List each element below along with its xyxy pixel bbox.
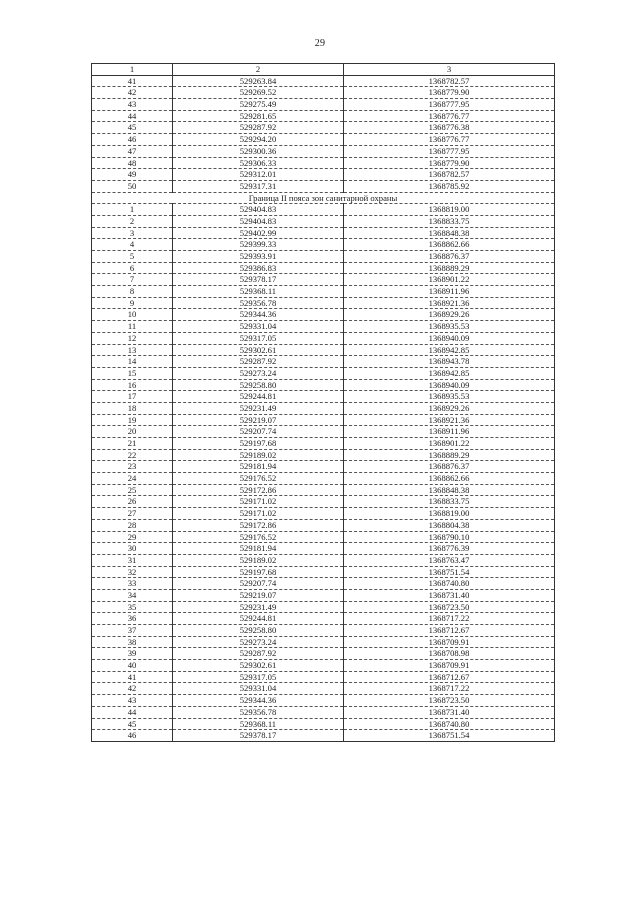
table-row xyxy=(92,461,555,473)
y-coordinate-cell: 1368723.50 xyxy=(344,695,555,707)
y-coordinate-cell: 1368819.00 xyxy=(344,204,555,216)
y-coordinate-cell: 1368848.38 xyxy=(344,484,555,496)
point-number-cell: 4 xyxy=(92,239,173,251)
point-number-cell: 21 xyxy=(92,438,173,450)
table-row xyxy=(92,110,555,122)
y-coordinate-cell: 1368723.50 xyxy=(344,601,555,613)
x-coordinate-cell: 529171.02 xyxy=(173,496,344,508)
x-coordinate-cell: 529258.80 xyxy=(173,379,344,391)
x-coordinate-cell: 529172.86 xyxy=(173,519,344,531)
point-number-cell: 43 xyxy=(92,99,173,111)
point-number-cell: 28 xyxy=(92,519,173,531)
table-row xyxy=(92,566,555,578)
point-number-cell: 19 xyxy=(92,414,173,426)
x-coordinate-cell: 529317.05 xyxy=(173,332,344,344)
column-header-y: 3 xyxy=(344,64,555,76)
x-coordinate-cell: 529317.31 xyxy=(173,180,344,192)
y-coordinate-cell: 1368833.75 xyxy=(344,215,555,227)
y-coordinate-cell: 1368708.98 xyxy=(344,648,555,660)
table-row xyxy=(92,554,555,566)
x-coordinate-cell: 529344.36 xyxy=(173,309,344,321)
y-coordinate-cell: 1368785.92 xyxy=(344,180,555,192)
point-number-cell: 7 xyxy=(92,274,173,286)
y-coordinate-cell: 1368940.09 xyxy=(344,332,555,344)
y-coordinate-cell: 1368935.53 xyxy=(344,391,555,403)
y-coordinate-cell: 1368921.36 xyxy=(344,414,555,426)
point-number-cell: 22 xyxy=(92,449,173,461)
y-coordinate-cell: 1368731.40 xyxy=(344,706,555,718)
y-coordinate-cell: 1368712.67 xyxy=(344,671,555,683)
point-number-cell: 1 xyxy=(92,204,173,216)
point-number-cell: 44 xyxy=(92,110,173,122)
point-number-cell: 46 xyxy=(92,134,173,146)
section-heading-row xyxy=(92,192,555,204)
table-row xyxy=(92,227,555,239)
table-row xyxy=(92,718,555,730)
point-number-cell: 29 xyxy=(92,531,173,543)
point-number-cell: 42 xyxy=(92,683,173,695)
y-coordinate-cell: 1368911.96 xyxy=(344,426,555,438)
y-coordinate-cell: 1368819.00 xyxy=(344,508,555,520)
x-coordinate-cell: 529275.49 xyxy=(173,99,344,111)
point-number-cell: 45 xyxy=(92,718,173,730)
y-coordinate-cell: 1368833.75 xyxy=(344,496,555,508)
table-row xyxy=(92,648,555,660)
table-row xyxy=(92,496,555,508)
y-coordinate-cell: 1368862.66 xyxy=(344,473,555,485)
y-coordinate-cell: 1368921.36 xyxy=(344,297,555,309)
y-coordinate-cell: 1368901.22 xyxy=(344,438,555,450)
x-coordinate-cell: 529312.01 xyxy=(173,169,344,181)
x-coordinate-cell: 529207.74 xyxy=(173,578,344,590)
x-coordinate-cell: 529197.68 xyxy=(173,566,344,578)
y-coordinate-cell: 1368777.95 xyxy=(344,145,555,157)
y-coordinate-cell: 1368740.80 xyxy=(344,578,555,590)
x-coordinate-cell: 529378.17 xyxy=(173,730,344,742)
table-row xyxy=(92,508,555,520)
table-row xyxy=(92,414,555,426)
point-number-cell: 32 xyxy=(92,566,173,578)
table-row xyxy=(92,730,555,742)
x-coordinate-cell: 529172.86 xyxy=(173,484,344,496)
point-number-cell: 10 xyxy=(92,309,173,321)
y-coordinate-cell: 1368940.09 xyxy=(344,379,555,391)
x-coordinate-cell: 529171.02 xyxy=(173,508,344,520)
point-number-cell: 17 xyxy=(92,391,173,403)
x-coordinate-cell: 529176.52 xyxy=(173,473,344,485)
point-number-cell: 39 xyxy=(92,648,173,660)
x-coordinate-cell: 529306.33 xyxy=(173,157,344,169)
table-row xyxy=(92,706,555,718)
x-coordinate-cell: 529302.61 xyxy=(173,344,344,356)
point-number-cell: 34 xyxy=(92,589,173,601)
x-coordinate-cell: 529273.24 xyxy=(173,636,344,648)
y-coordinate-cell: 1368776.77 xyxy=(344,110,555,122)
point-number-cell: 48 xyxy=(92,157,173,169)
point-number-cell: 43 xyxy=(92,695,173,707)
x-coordinate-cell: 529393.91 xyxy=(173,251,344,263)
table-row xyxy=(92,344,555,356)
y-coordinate-cell: 1368790.10 xyxy=(344,531,555,543)
x-coordinate-cell: 529344.36 xyxy=(173,695,344,707)
x-coordinate-cell: 529404.83 xyxy=(173,215,344,227)
x-coordinate-cell: 529244.81 xyxy=(173,613,344,625)
table-row xyxy=(92,578,555,590)
point-number-cell: 27 xyxy=(92,508,173,520)
y-coordinate-cell: 1368709.91 xyxy=(344,660,555,672)
x-coordinate-cell: 529331.04 xyxy=(173,683,344,695)
table-row xyxy=(92,601,555,613)
table-row xyxy=(92,625,555,637)
x-coordinate-cell: 529176.52 xyxy=(173,531,344,543)
y-coordinate-cell: 1368942.85 xyxy=(344,344,555,356)
x-coordinate-cell: 529317.05 xyxy=(173,671,344,683)
table-row xyxy=(92,356,555,368)
x-coordinate-cell: 529244.81 xyxy=(173,391,344,403)
point-number-cell: 37 xyxy=(92,625,173,637)
y-coordinate-cell: 1368782.57 xyxy=(344,75,555,87)
y-coordinate-cell: 1368782.57 xyxy=(344,169,555,181)
section-heading: Граница II пояса зон санитарной охраны xyxy=(92,192,555,204)
y-coordinate-cell: 1368862.66 xyxy=(344,239,555,251)
table-row xyxy=(92,297,555,309)
x-coordinate-cell: 529219.07 xyxy=(173,589,344,601)
y-coordinate-cell: 1368776.77 xyxy=(344,134,555,146)
y-coordinate-cell: 1368751.54 xyxy=(344,730,555,742)
x-coordinate-cell: 529181.94 xyxy=(173,543,344,555)
point-number-cell: 16 xyxy=(92,379,173,391)
x-coordinate-cell: 529181.94 xyxy=(173,461,344,473)
y-coordinate-cell: 1368929.26 xyxy=(344,402,555,414)
point-number-cell: 14 xyxy=(92,356,173,368)
table-row xyxy=(92,75,555,87)
table-row xyxy=(92,251,555,263)
y-coordinate-cell: 1368709.91 xyxy=(344,636,555,648)
y-coordinate-cell: 1368776.38 xyxy=(344,122,555,134)
y-coordinate-cell: 1368777.95 xyxy=(344,99,555,111)
y-coordinate-cell: 1368901.22 xyxy=(344,274,555,286)
point-number-cell: 23 xyxy=(92,461,173,473)
table-row xyxy=(92,309,555,321)
x-coordinate-cell: 529231.49 xyxy=(173,402,344,414)
table-row xyxy=(92,87,555,99)
point-number-cell: 8 xyxy=(92,286,173,298)
x-coordinate-cell: 529368.11 xyxy=(173,718,344,730)
table-row xyxy=(92,426,555,438)
x-coordinate-cell: 529281.65 xyxy=(173,110,344,122)
point-number-cell: 38 xyxy=(92,636,173,648)
x-coordinate-cell: 529294.20 xyxy=(173,134,344,146)
x-coordinate-cell: 529273.24 xyxy=(173,367,344,379)
y-coordinate-cell: 1368779.90 xyxy=(344,157,555,169)
coordinates-table xyxy=(91,63,555,742)
table-row xyxy=(92,145,555,157)
y-coordinate-cell: 1368889.29 xyxy=(344,449,555,461)
x-coordinate-cell: 529189.02 xyxy=(173,449,344,461)
x-coordinate-cell: 529378.17 xyxy=(173,274,344,286)
point-number-cell: 36 xyxy=(92,613,173,625)
point-number-cell: 49 xyxy=(92,169,173,181)
table-row xyxy=(92,99,555,111)
y-coordinate-cell: 1368717.22 xyxy=(344,683,555,695)
table-row xyxy=(92,169,555,181)
y-coordinate-cell: 1368804.38 xyxy=(344,519,555,531)
y-coordinate-cell: 1368779.90 xyxy=(344,87,555,99)
point-number-cell: 15 xyxy=(92,367,173,379)
table-row xyxy=(92,391,555,403)
y-coordinate-cell: 1368740.80 xyxy=(344,718,555,730)
table-row xyxy=(92,332,555,344)
x-coordinate-cell: 529404.83 xyxy=(173,204,344,216)
point-number-cell: 24 xyxy=(92,473,173,485)
y-coordinate-cell: 1368889.29 xyxy=(344,262,555,274)
table-row xyxy=(92,321,555,333)
point-number-cell: 42 xyxy=(92,87,173,99)
table-row xyxy=(92,157,555,169)
y-coordinate-cell: 1368876.37 xyxy=(344,251,555,263)
point-number-cell: 35 xyxy=(92,601,173,613)
table-row xyxy=(92,636,555,648)
table-row xyxy=(92,180,555,192)
x-coordinate-cell: 529402.99 xyxy=(173,227,344,239)
point-number-cell: 45 xyxy=(92,122,173,134)
table-row xyxy=(92,589,555,601)
table-row xyxy=(92,367,555,379)
point-number-cell: 26 xyxy=(92,496,173,508)
table-body xyxy=(92,75,555,741)
table-row xyxy=(92,274,555,286)
table-row xyxy=(92,695,555,707)
x-coordinate-cell: 529300.36 xyxy=(173,145,344,157)
table-row xyxy=(92,660,555,672)
x-coordinate-cell: 529287.92 xyxy=(173,122,344,134)
table-row xyxy=(92,683,555,695)
x-coordinate-cell: 529219.07 xyxy=(173,414,344,426)
table-row xyxy=(92,484,555,496)
table-row xyxy=(92,262,555,274)
point-number-cell: 20 xyxy=(92,426,173,438)
x-coordinate-cell: 529263.84 xyxy=(173,75,344,87)
point-number-cell: 31 xyxy=(92,554,173,566)
page-number: 29 xyxy=(314,38,326,49)
x-coordinate-cell: 529386.83 xyxy=(173,262,344,274)
table-row xyxy=(92,438,555,450)
x-coordinate-cell: 529189.02 xyxy=(173,554,344,566)
x-coordinate-cell: 529399.33 xyxy=(173,239,344,251)
y-coordinate-cell: 1368911.96 xyxy=(344,286,555,298)
x-coordinate-cell: 529207.74 xyxy=(173,426,344,438)
table-row xyxy=(92,204,555,216)
y-coordinate-cell: 1368717.22 xyxy=(344,613,555,625)
point-number-cell: 25 xyxy=(92,484,173,496)
x-coordinate-cell: 529356.78 xyxy=(173,297,344,309)
table-row xyxy=(92,613,555,625)
point-number-cell: 44 xyxy=(92,706,173,718)
point-number-cell: 9 xyxy=(92,297,173,309)
y-coordinate-cell: 1368935.53 xyxy=(344,321,555,333)
y-coordinate-cell: 1368929.26 xyxy=(344,309,555,321)
point-number-cell: 3 xyxy=(92,227,173,239)
column-header-x: 2 xyxy=(173,64,344,76)
point-number-cell: 41 xyxy=(92,671,173,683)
table-row xyxy=(92,122,555,134)
x-coordinate-cell: 529197.68 xyxy=(173,438,344,450)
point-number-cell: 46 xyxy=(92,730,173,742)
point-number-cell: 33 xyxy=(92,578,173,590)
table-row xyxy=(92,402,555,414)
x-coordinate-cell: 529287.92 xyxy=(173,648,344,660)
y-coordinate-cell: 1368751.54 xyxy=(344,566,555,578)
point-number-cell: 2 xyxy=(92,215,173,227)
point-number-cell: 11 xyxy=(92,321,173,333)
point-number-cell: 6 xyxy=(92,262,173,274)
x-coordinate-cell: 529269.52 xyxy=(173,87,344,99)
table-row xyxy=(92,286,555,298)
table-row xyxy=(92,134,555,146)
x-coordinate-cell: 529287.92 xyxy=(173,356,344,368)
table-row xyxy=(92,671,555,683)
x-coordinate-cell: 529331.04 xyxy=(173,321,344,333)
x-coordinate-cell: 529258.80 xyxy=(173,625,344,637)
point-number-cell: 30 xyxy=(92,543,173,555)
column-header-number: 1 xyxy=(92,64,173,76)
table-row xyxy=(92,215,555,227)
table-row xyxy=(92,239,555,251)
y-coordinate-cell: 1368731.40 xyxy=(344,589,555,601)
point-number-cell: 5 xyxy=(92,251,173,263)
x-coordinate-cell: 529368.11 xyxy=(173,286,344,298)
y-coordinate-cell: 1368848.38 xyxy=(344,227,555,239)
table-row xyxy=(92,379,555,391)
y-coordinate-cell: 1368942.85 xyxy=(344,367,555,379)
y-coordinate-cell: 1368712.67 xyxy=(344,625,555,637)
point-number-cell: 18 xyxy=(92,402,173,414)
table-row xyxy=(92,449,555,461)
point-number-cell: 40 xyxy=(92,660,173,672)
table-header-row xyxy=(92,64,555,76)
x-coordinate-cell: 529356.78 xyxy=(173,706,344,718)
point-number-cell: 13 xyxy=(92,344,173,356)
y-coordinate-cell: 1368876.37 xyxy=(344,461,555,473)
x-coordinate-cell: 529302.61 xyxy=(173,660,344,672)
y-coordinate-cell: 1368763.47 xyxy=(344,554,555,566)
point-number-cell: 12 xyxy=(92,332,173,344)
table-row xyxy=(92,473,555,485)
y-coordinate-cell: 1368776.39 xyxy=(344,543,555,555)
table-row xyxy=(92,531,555,543)
point-number-cell: 50 xyxy=(92,180,173,192)
table-row xyxy=(92,543,555,555)
point-number-cell: 41 xyxy=(92,75,173,87)
y-coordinate-cell: 1368943.78 xyxy=(344,356,555,368)
table-row xyxy=(92,519,555,531)
point-number-cell: 47 xyxy=(92,145,173,157)
x-coordinate-cell: 529231.49 xyxy=(173,601,344,613)
